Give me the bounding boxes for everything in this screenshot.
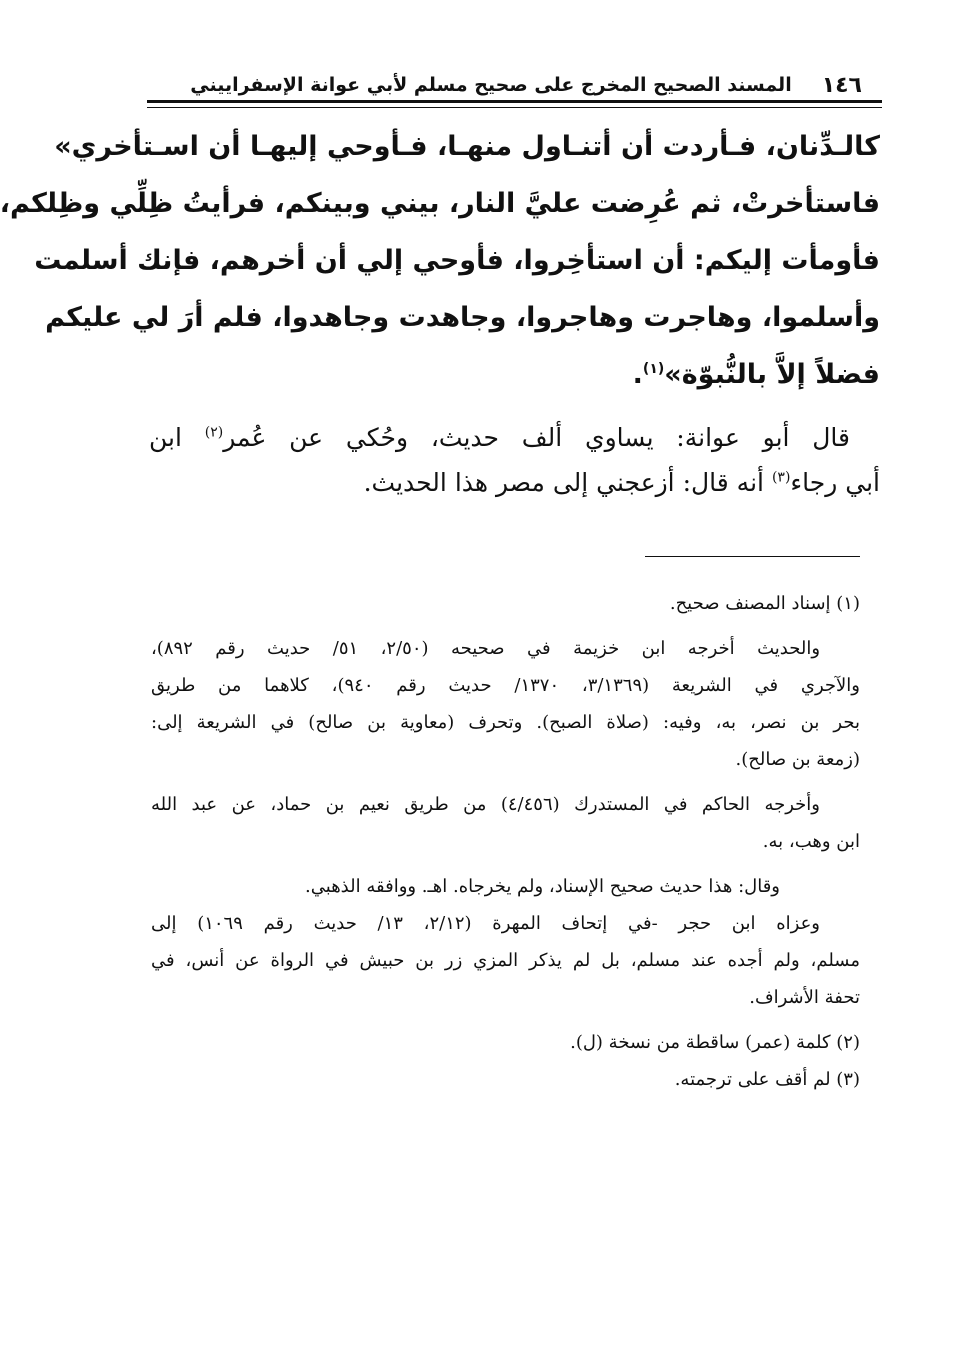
- footnotes: [151, 585, 860, 1098]
- hadith-line: فأومأت إليكم: أن استأخِروا، فأوحي إلي أن أخرهم، فإنك أسلمت: [34, 245, 880, 276]
- footnote-gap: [151, 778, 860, 786]
- header-rule-thin: [147, 107, 882, 108]
- footnote-line: (٢) كلمة (عمر) ساقطة من نسخة (ل).: [570, 1032, 860, 1053]
- hadith-text: فضلاً إلاَّ بالنُّبوّة»: [664, 359, 880, 390]
- footnote-line: (٣) لم أقف على ترجمته.: [674, 1069, 860, 1090]
- footnote-line: (زمعة بن صالح).: [735, 749, 860, 770]
- comment-line: [149, 415, 880, 460]
- footnote-gap: [151, 622, 860, 630]
- footnote-gap: [151, 1016, 860, 1024]
- footnote-separator: [645, 556, 860, 557]
- footnote-ref-1: (١): [642, 361, 665, 377]
- hadith-line: فاستأخرتْ، ثم عُرِضت عليَّ النار، بيني وبينكم، فرأيتُ ظِلِّي وظِلكم،: [0, 188, 880, 219]
- footnote-ref-2: (٢): [204, 424, 224, 441]
- comment-text: أبي رجاء: [790, 468, 880, 497]
- footnote-line: (١) إسناد المصنف صحيح.: [669, 593, 860, 614]
- comment-text: ابن: [149, 423, 182, 452]
- running-header: [190, 70, 862, 100]
- header-title: المسند الصحيح المخرج على صحيح مسلم لأبي عوانة الإسفراييني: [190, 74, 792, 96]
- footnote-line: مسلم، ولم أجده عند مسلم، بل لم يذكر المزي زر بن حبيش في الرواة عن أنس، في: [151, 950, 860, 971]
- main-text: [0, 118, 880, 505]
- hadith-line: وأسلموا، وهاجرت وهاجروا، وجاهدت وجاهدوا، فلم أرَ لي عليكم: [45, 302, 880, 333]
- comment-text: قال أبو عوانة: يساوي ألف حديث، وحُكي عن عُمر: [223, 423, 850, 452]
- footnote-line: بحر بن نصر، به، وفيه: (صلاة الصبح). وتحرف (معاوية بن صالح) في الشريعة إلى:: [151, 712, 860, 733]
- hadith-line: [149, 346, 880, 403]
- footnote-line: والآجري في الشريعة (٣/١٣٦٩، ١٣٧٠/ حديث رقم ٩٤٠)، كلاهما من طريق: [151, 675, 860, 696]
- footnote-gap: [151, 860, 860, 868]
- hadith-period: .: [632, 359, 643, 390]
- footnote-line: وعزاه ابن حجر -في إتحاف المهرة (٢/١٢، ١٣/ حديث رقم ١٠٦٩) إلى: [151, 913, 820, 934]
- header-rule-thick: [147, 100, 882, 103]
- footnote-line: ابن وهب، به.: [762, 831, 860, 852]
- hadith-line: كالـدِّنان، فـأردت أن أتنـاول منهـا، فـأوحي إليهـا أن اسـتأخري»: [54, 131, 880, 162]
- footnote-ref-3: (٣): [771, 469, 791, 486]
- page-number: ١٤٦: [821, 72, 862, 98]
- comment-line: [149, 460, 880, 505]
- footnote-line: وقال: هذا حديث صحيح الإسناد، ولم يخرجاه. اهـ. ووافقه الذهبي.: [305, 876, 780, 897]
- footnote-line: تحفة الأشراف.: [749, 987, 860, 1008]
- footnote-line: والحديث أخرجه ابن خزيمة في صحيحه (٢/٥٠، ٥١/ حديث رقم ٨٩٢)،: [151, 638, 821, 659]
- footnote-line: وأخرجه الحاكم في المستدرك (٤/٤٥٦) من طريق نعيم بن حماد، عن عبد الله: [151, 794, 820, 815]
- comment-text: أنه قال: أزعجني إلى مصر هذا الحديث.: [363, 468, 764, 497]
